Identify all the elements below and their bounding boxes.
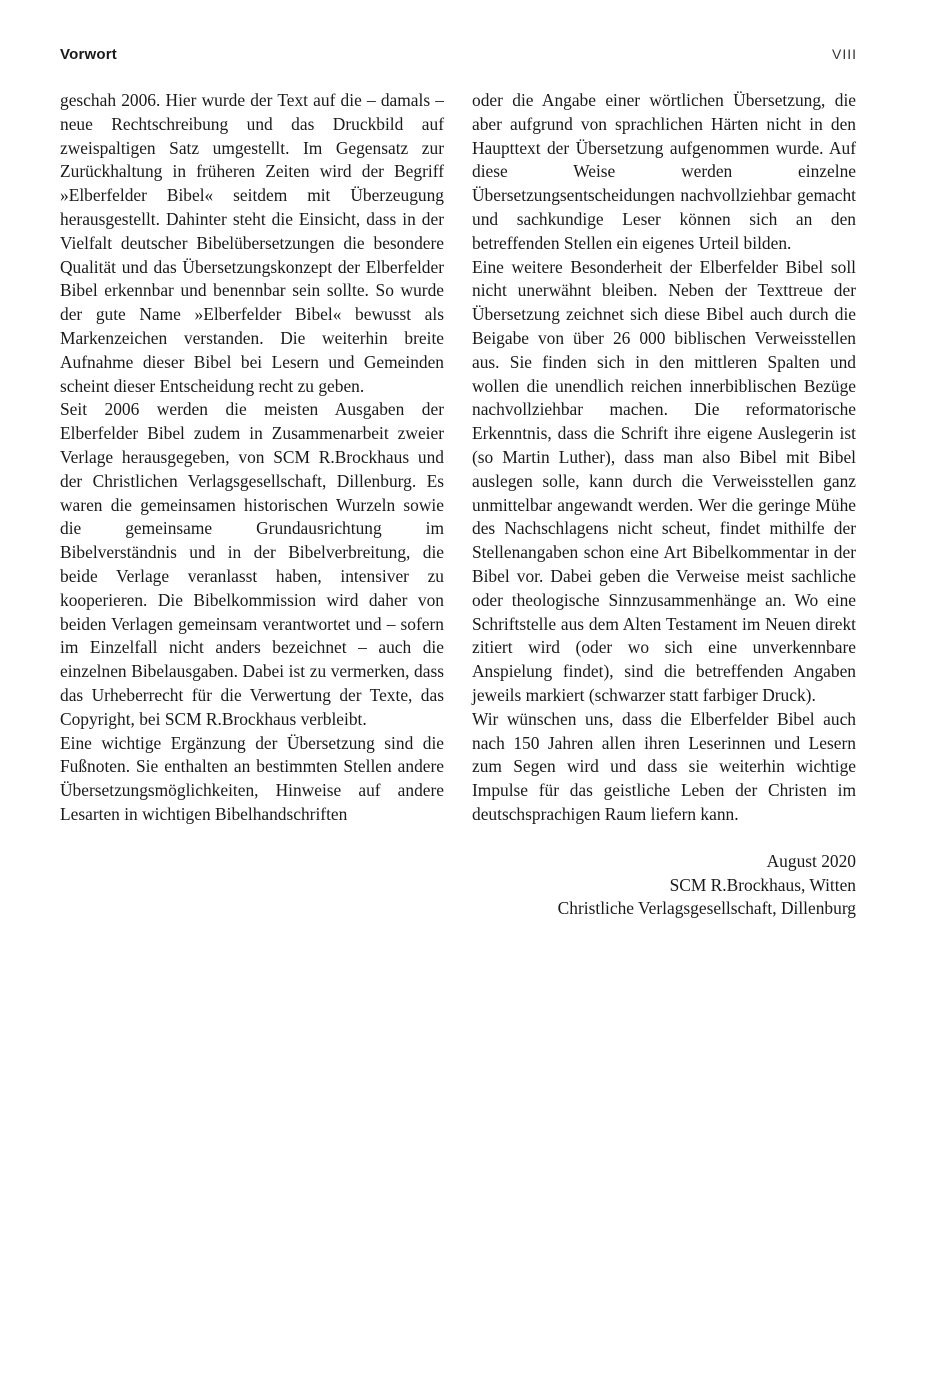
signature-date: August 2020	[766, 850, 856, 871]
running-head: Vorwort	[60, 46, 117, 63]
page-number: VIII	[831, 46, 857, 62]
page-header	[60, 46, 857, 70]
right-column	[472, 89, 856, 921]
signature-block	[472, 850, 856, 921]
paragraph-publishers: Seit 2006 werden die meisten Ausgaben der Elberfelder Bibel zudem in Zusammenarbeit zweier Verlage herausgegeben, von SCM R.Brockhaus und der Christlichen Verlagsgesellschaft, Dillenburg. Es waren die gemeinsamen historischen Wurzeln sowie die gemeinsame Grundausrichtung im Bibelverständnis und in der Bibelverbreitung, die beide Verlage veranlasst haben, intensiver zu kooperieren. Die Bibelkommission wird daher von beiden Verlagen gemeinsam verantwortet und – sofern im Einzelfall nicht anders bezeichnet – auch die einzelnen Bibelausgaben. Dabei ist zu vermerken, dass das Urheberrecht für die Verwertung der Texte, das Copyright, bei SCM R.Brockhaus verbleibt.	[60, 399, 444, 729]
signature-publisher-scm: SCM R.Brockhaus, Witten	[669, 874, 856, 895]
paragraph-footnotes-continued: oder die Angabe einer wörtlichen Übersetzung, die aber aufgrund von sprachlichen Härten nicht in den Haupttext der Übersetzung aufgenommen wurde. Auf diese Weise werden einzelne Übersetzungsentscheidungen nachvollziehbar gemacht und sachkundige Leser können sich an den betreffenden Stellen ein eigenes Urteil bilden.	[472, 90, 856, 253]
left-column	[60, 89, 444, 827]
paragraph-2006-revision: geschah 2006. Hier wurde der Text auf die – damals – neue Rechtschreibung und das Druckbild auf zweispaltigen Satz umgestellt. Im Gegensatz zur Zurückhaltung in früheren Zeiten wird der Begriff »Elberfelder Bibel« seitdem mit Überzeugung herausgestellt. Dahinter steht die Einsicht, dass in der Vielfalt deutscher Bibelübersetzungen die besondere Qualität und das Übersetzungskonzept der Elberfelder Bibel erkennbar und benennbar sein sollte. So wurde der gute Name »Elberfelder Bibel« bewusst als Markenzeichen verstanden. Die weiterhin breite Aufnahme dieser Bibel bei Lesern und Gemeinden scheint dieser Entscheidung recht zu geben.	[60, 90, 444, 396]
paragraph-closing-wish: Wir wünschen uns, dass die Elberfelder Bibel auch nach 150 Jahren allen ihren Leserinnen und Lesern zum Segen wird und dass sie weiterhin wichtige Impulse für das geistliche Leben der Christen im deutschsprachigen Raum liefern kann.	[472, 708, 856, 824]
paragraph-cross-references: Eine weitere Besonderheit der Elberfelder Bibel soll nicht unerwähnt bleiben. Neben der Texttreue der Übersetzung zeichnet sich diese Bibel auch durch die Beigabe von über 26 000 biblischen Verweisstellen aus. Sie finden sich in den mittleren Spalten und wollen die unendlich reichen innerbiblischen Bezüge nachvollziehbar machen. Die reformatorische Erkenntnis, dass die Schrift ihre eigene Auslegerin ist (so Martin Luther), dass man also Bibel mit Bibel auslegen solle, kann durch die Verweisstellen ganz unmittelbar angewandt werden. Wer die geringe Mühe des Nachschlagens nicht scheut, findet mithilfe der Stellenangaben schon eine Art Bibelkommentar in der Bibel vor. Dabei geben die Verweise meist sachliche oder theologische Sinnzusammenhänge an. Wo eine Schriftstelle aus dem Alten Testament im Neuen direkt zitiert wird (oder wo sich eine unverkennbare Anspielung findet), sind die betreffenden Angaben jeweils markiert (schwarzer statt farbiger Druck).	[472, 256, 856, 705]
signature-publisher-cv: Christliche Verlagsgesellschaft, Dillenburg	[557, 898, 856, 919]
paragraph-footnotes: Eine wichtige Ergänzung der Übersetzung sind die Fußnoten. Sie enthalten an bestimmten Stellen andere Übersetzungsmöglichkeiten, Hinweise auf andere Lesarten in wichtigen Bibelhandschriften	[60, 732, 444, 824]
